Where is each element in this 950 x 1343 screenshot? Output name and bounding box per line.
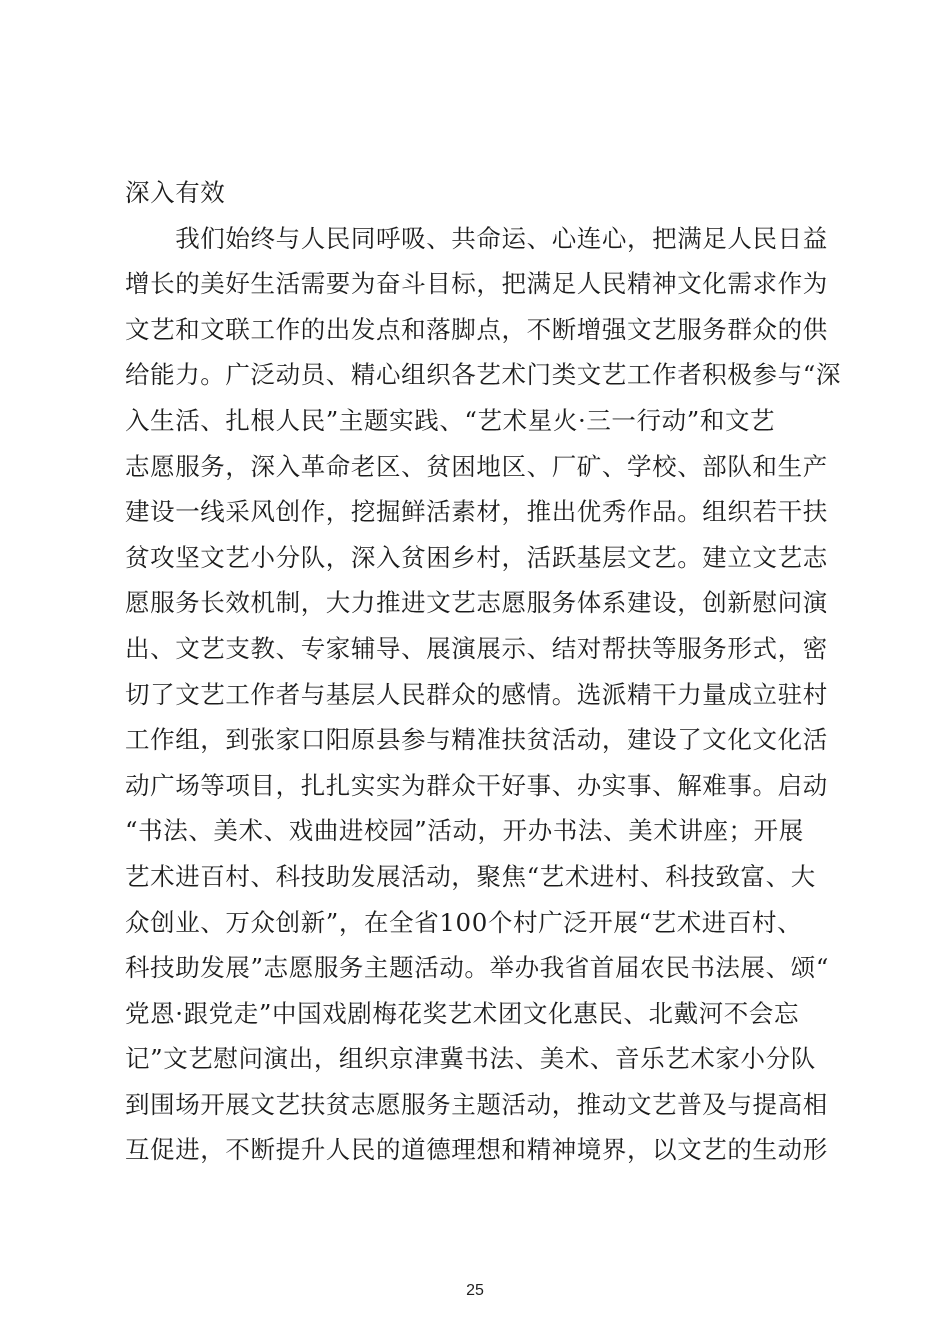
text-line: 愿服务长效机制，大力推进文艺志愿服务体系建设，创新慰问演 [125, 588, 828, 618]
text-line: 贫攻坚文艺小分队，深入贫困乡村，活跃基层文艺。建立文艺志 [125, 542, 828, 572]
text-line: 增长的美好生活需要为奋斗目标，把满足人民精神文化需求作为 [125, 269, 828, 299]
text-line: 动广场等项目，扎扎实实为群众干好事、办实事、解难事。启动 [125, 770, 828, 800]
text-line: 到围场开展文艺扶贫志愿服务主题活动，推动文艺普及与提高相 [125, 1089, 828, 1119]
page-number: 25 [466, 1282, 484, 1299]
text-line: 党恩·跟党走”中国戏剧梅花奖艺术团文化惠民、北戴河不会忘 [125, 998, 800, 1028]
text-line: 出、文艺支教、专家辅导、展演展示、结对帮扶等服务形式，密 [125, 633, 828, 663]
text-line: 记”文艺慰问演出，组织京津冀书法、美术、音乐艺术家小分队 [125, 1044, 816, 1074]
text-line: 入生活、扎根人民”主题实践、“艺术星火·三一行动”和文艺 [125, 405, 776, 435]
text-line: 艺术进百村、科技助发展活动，聚焦“艺术进村、科技致富、大 [125, 861, 816, 891]
text-line: 志愿服务，深入革命老区、贫困地区、厂矿、学校、部队和生产 [125, 451, 828, 481]
text-line: 我们始终与人民同呼吸、共命运、心连心，把满足人民日益 [125, 223, 828, 253]
text-line: “书法、美术、戏曲进校园”活动，开办书法、美术讲座；开展 [125, 816, 804, 846]
text-line: 众创业、万众创新”，在全省100个村广泛开展“艺术进百村、 [125, 907, 803, 937]
text-line: 工作组，到张家口阳原县参与精准扶贫活动，建设了文化文化活 [125, 725, 828, 755]
text-line: 切了文艺工作者与基层人民群众的感情。选派精干力量成立驻村 [125, 679, 828, 709]
body-text [125, 170, 841, 1173]
text-line: 深入有效 [125, 178, 226, 207]
text-line: 文艺和文联工作的出发点和落脚点，不断增强文艺服务群众的供 [125, 314, 828, 344]
text-line: 给能力。广泛动员、精心组织各艺术门类文艺工作者积极参与“深 [125, 360, 841, 390]
text-line: 互促进，不断提升人民的道德理想和精神境界，以文艺的生动形 [125, 1135, 828, 1165]
text-line: 建设一线采风创作，挖掘鲜活素材，推出优秀作品。组织若干扶 [125, 497, 828, 527]
text-line: 科技助发展”志愿服务主题活动。举办我省首届农民书法展、颂“ [125, 953, 829, 983]
